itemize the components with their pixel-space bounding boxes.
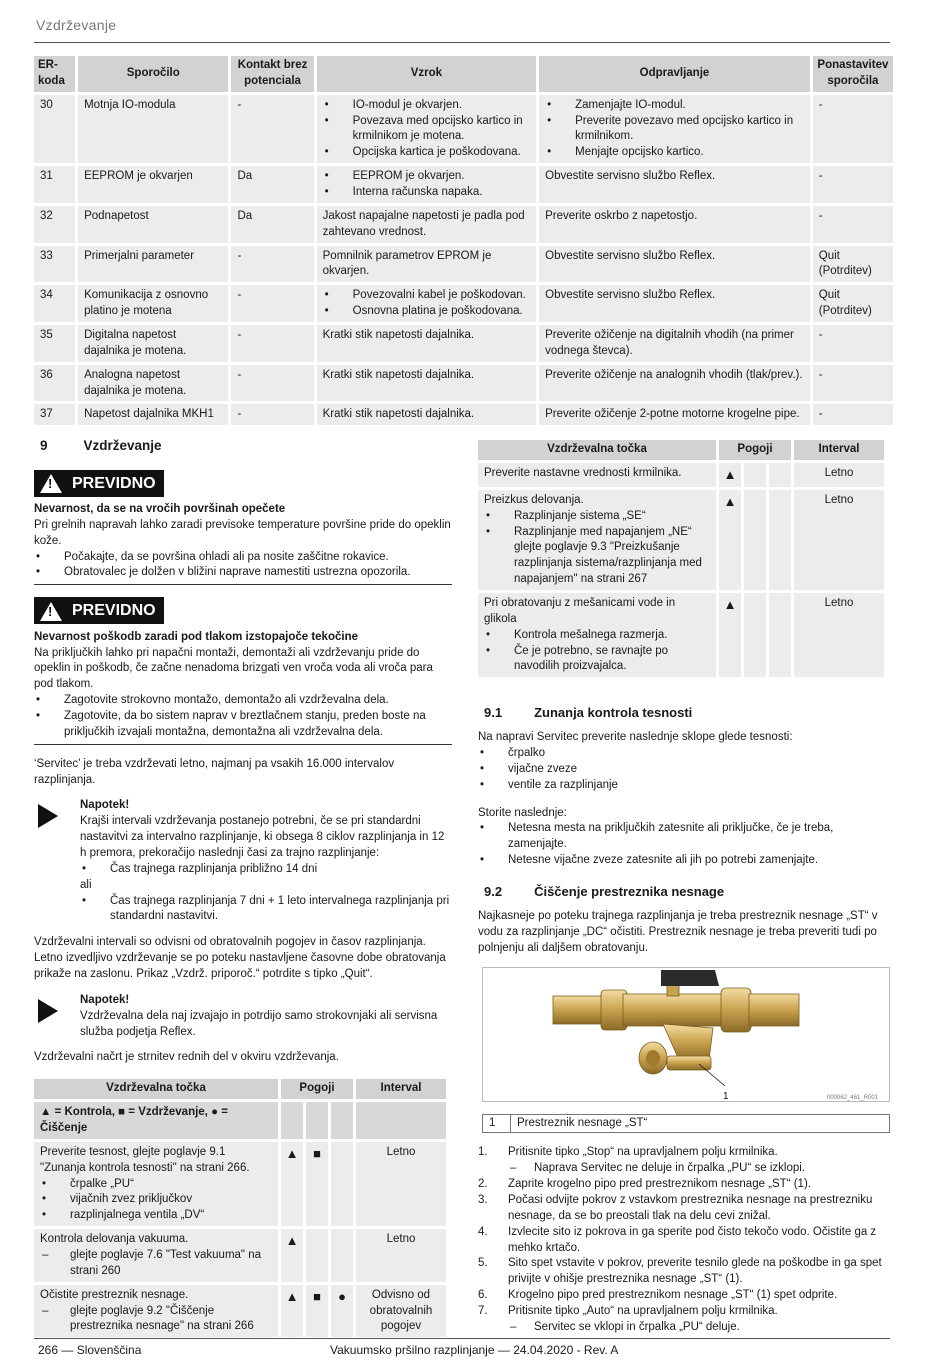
warning-text: Pri grelnih napravah lahko zaradi previsoke temperature površine pride do opeklin kože. [34,518,451,547]
list-item: • Če je potrebno, se ravnajte po navodilih proizvajalca. [484,644,710,676]
step-text: Sito spet vstavite v pokrov, preverite tesnilo glede na poškodbe in ga spet privijte v ohišje prestreznika nesnage „ST“ (1). [508,1257,882,1286]
cell-fix: Obvestite servisno službo Reflex. [539,166,810,203]
col-header-conditions: Pogoji [719,440,791,460]
table-row [34,404,893,425]
cleaning-icon: ● [331,1285,353,1338]
section-number: 9.1 [484,705,503,721]
control-icon: ▲ [281,1142,303,1226]
cell-contact: Da [231,206,313,243]
step-number: 2. [478,1178,488,1191]
table-row [34,365,893,402]
cell-fix: Preverite ožičenje na digitalnih vhodih (na primer vodnega števca). [539,325,810,362]
cleaning-icon [331,1142,353,1226]
step-number: 6. [478,1289,488,1302]
section-heading [484,883,890,901]
paragraph: Vzdrževalni načrt je strnitev rednih del v okviru vzdrževanja. [34,1051,339,1064]
warning-badge-label: PREVIDNO [72,474,156,492]
list-item: • Netesne vijačne zveze zatesnite ali jih po potrebi zamenjajte. [478,853,890,869]
step-number: 5. [478,1257,488,1270]
note-arrow-icon [38,804,58,828]
list-item [478,1145,890,1177]
cell-cause: Jakost napajalne napetosti je padla pod zahtevano vrednost. [317,206,537,243]
list-item: • IO-modul je okvarjen. [323,98,531,114]
section-title: Čiščenje prestreznika nesnage [534,884,725,900]
list-item: • Zagotovite, da bo sistem naprav v breztlačnem stanju, preden boste na priključkih izvajali montažna, demontažna ali vzdrževalna dela. [34,709,452,741]
caption-text: Prestreznik nesnage „ST“ [511,1114,890,1133]
warning-icon: ! [40,474,62,493]
table-row [34,1285,446,1338]
cell-reset: - [813,365,893,402]
step-text: Izvlecite sito iz pokrova in ga sperite pod čisto tekočo vodo. Očistite ga z mehko krtačo. [508,1225,877,1254]
list-item: – Servitec se vklopi in črpalka „PU“ deluje. [508,1320,890,1336]
warning-badge-label: PREVIDNO [72,602,156,620]
section-heading [484,704,890,722]
left-column [34,437,452,1340]
cell-fix: Obvestite servisno službo Reflex. [539,285,810,322]
list-item: • Čas trajnega razplinjanja približno 14 dni [80,862,452,878]
warning-icon: ! [40,602,62,621]
list-item: • Zamenjajte IO-modul. [545,98,804,114]
cell-text: Očistite prestreznik nesnage. [40,1288,189,1301]
cell-contact: Da [231,166,313,203]
cell-message: Primerjalni parameter [78,246,228,283]
table-row [478,490,884,590]
table-row [34,166,893,203]
list-item: • Menjajte opcijsko kartico. [545,145,804,161]
cell-text: Kontrola delovanja vakuuma. [40,1233,189,1246]
cell-reset: - [813,404,893,425]
cell-text: Preizkus delovanja. [484,493,584,506]
list-item [478,1193,890,1225]
table-row [478,593,884,677]
list-item: • Povezava med opcijsko kartico in krmilnikom je motena. [323,114,531,146]
list-item: • Netesna mesta na priključkih zatesnite ali priključke, če je treba, zamenjajte. [478,821,890,853]
warning-badge [34,597,164,624]
maintenance-table [475,437,887,680]
cell-interval: Letno [356,1142,446,1226]
cell-code: 33 [34,246,75,283]
list-item: • vijačne zveze [478,762,890,778]
legend-text: ▲ = Kontrola, ■ = Vzdrževanje, ● = Čiščenje [34,1102,278,1139]
section-heading [40,437,452,456]
step-number: 1. [478,1146,488,1159]
list-item: – glejte poglavje 9.2 "Čiščenje prestreznika nesnage" na strani 266 [40,1304,272,1336]
warning-title: Nevarnost, da se na vročih površinah opečete [34,502,286,515]
step-text: Krogelno pipo pred prestreznikom nesnage „ST“ (1) spet odprite. [508,1289,838,1302]
step-text: Pritisnite tipko „Stop“ na upravljalnem polju krmilnika. [508,1146,778,1159]
procedure-steps [478,1145,890,1335]
warning-block [34,597,452,744]
col-header-interval: Interval [356,1079,446,1099]
list-item [478,1225,890,1257]
list-item: • Obratovalec je dolžen v bližini naprave namestiti ustrezna opozorila. [34,565,452,581]
maintenance-icon: ■ [306,1142,328,1226]
error-code-table [31,53,896,428]
cell-message: Napetost dajalnika MKH1 [78,404,228,425]
col-header-interval: Interval [794,440,884,460]
table-row [34,285,893,322]
table-row [34,1142,446,1226]
table-row [34,1229,446,1282]
cell-cause: Kratki stik napetosti dajalnika. [317,365,537,402]
figure-caption-table [482,1114,890,1134]
col-header-contact: Kontakt brez potenciala [231,56,313,92]
table-row [34,246,893,283]
cell-code: 34 [34,285,75,322]
cell-reset: - [813,166,893,203]
cell-interval: Letno [794,593,884,677]
step-number: 7. [478,1305,488,1318]
cell-interval: Letno [794,490,884,590]
table-header-row [34,1079,446,1099]
cell-interval: Odvisno od obratovalnih pogojev [356,1285,446,1338]
list-item: • črpalke „PU“ [40,1177,272,1193]
section-title: Vzdrževanje [83,438,162,453]
col-header-reset: Ponastavitev sporočila [813,56,893,92]
step-number: 3. [478,1194,488,1207]
cell-point [34,1229,278,1282]
cell-fix: Obvestite servisno službo Reflex. [539,246,810,283]
cell-contact: - [231,404,313,425]
note-title: Napotek! [80,799,130,812]
cell-contact: - [231,325,313,362]
cell-fix: Preverite ožičenje na analognih vhodih (tlak/prev.). [539,365,810,402]
col-header-message: Sporočilo [78,56,228,92]
step-text: Zaprite krogelno pipo pred prestreznikom nesnage „ST“ (1). [508,1178,811,1191]
list-item: • Zagotovite strokovno montažo, demontažo ali vzdrževalna dela. [34,693,452,709]
cell-interval: Letno [356,1229,446,1282]
right-column [478,437,890,1336]
caption-number: 1 [483,1114,511,1133]
cell-code: 37 [34,404,75,425]
col-header-point: Vzdrževalna točka [34,1079,278,1099]
cell-code: 32 [34,206,75,243]
table-header-row [34,56,893,92]
list-item [478,1177,890,1193]
cell-cause: Kratki stik napetosti dajalnika. [317,404,537,425]
section-title: Zunanja kontrola tesnosti [534,705,693,721]
list-item: • ventile za razplinjanje [478,778,890,794]
table-row [34,325,893,362]
cell-message: Motnja IO-modula [78,95,228,163]
cell-text: Pri obratovanju z mešanicami vode in glikola [484,596,676,625]
list-item: – glejte poglavje 7.6 "Test vakuuma" na strani 260 [40,1248,272,1280]
note-arrow-icon [38,999,58,1023]
strainer-illustration [483,968,890,1102]
paragraph: Vzdrževalni intervali so odvisni od obratovalnih pogojev in časov razplinjanja. Letno izvedljivo vzdrževanje se po poteku nastavljene časovne dobe obratovanja prikaže na zaslonu. Prikaz „Vzdrž. priporoč.“ potrdite s tipko „Quit“. [34,936,446,980]
cell-message: Digitalna napetost dajalnika je motena. [78,325,228,362]
note-or: ali [80,878,92,891]
cell-reset: Quit (Potrditev) [813,285,893,322]
cell-interval: Letno [794,463,884,487]
list-item: • Čas trajnega razplinjanja 7 dni + 1 leto intervalnega razplinjanja pri standardni nastavitvi. [80,894,452,926]
col-header-point: Vzdrževalna točka [478,440,716,460]
cell-point [34,1285,278,1338]
table-row [483,1114,890,1133]
list-item: • Razplinjanje med napajanjem „NE“ glejte poglavje 9.3 "Preizkušanje razplinjanja sistema/razplinjanja med napajanjem" na strani 267 [484,525,710,588]
cell-point [34,1142,278,1226]
cell-reset: - [813,325,893,362]
cell-fix: Preverite ožičenje 2-potne motorne krogelne pipe. [539,404,810,425]
col-header-fix: Odpravljanje [539,56,810,92]
control-icon: ▲ [281,1229,303,1282]
control-icon: ▲ [719,593,741,677]
footer-page-number: 266 — Slovenščina [38,1343,142,1357]
col-header-conditions: Pogoji [281,1079,353,1099]
maintenance-icon: ■ [306,1285,328,1338]
step-number: 4. [478,1225,488,1238]
cell-message: Podnapetost [78,206,228,243]
paragraph: ‘Servitec’ je treba vzdrževati letno, najmanj pa vsakih 16.000 intervalov razplinjanja. [34,757,395,786]
cell-code: 35 [34,325,75,362]
cell-cause: Kratki stik napetosti dajalnika. [317,325,537,362]
cell-point: Preverite nastavne vrednosti krmilnika. [478,463,716,487]
list-item: • Interna računska napaka. [323,185,531,201]
cell-cause: Pomnilnik parametrov EPROM je okvarjen. [317,246,537,283]
cell-fix: Preverite oskrbo z napetostjo. [539,206,810,243]
list-item: • Povezovalni kabel je poškodovan. [323,288,531,304]
control-icon: ▲ [719,463,741,487]
figure-callout: 1 [723,1090,729,1102]
list-item: • črpalko [478,746,890,762]
list-item: – Naprava Servitec ne deluje in črpalka „PU“ se izklopi. [508,1161,890,1177]
maintenance-icon [306,1229,328,1282]
section-number: 9 [40,438,48,453]
list-item: • Razplinjanje sistema „SE“ [484,509,710,525]
list-item: • Opcijska kartica je poškodovana. [323,145,531,161]
warning-badge [34,470,164,497]
cleaning-icon [331,1229,353,1282]
list-item: • Preverite povezavo med opcijsko kartico in krmilnikom. [545,114,804,146]
note-title: Napotek! [80,993,130,1006]
note-block [34,993,452,1041]
note-text: Krajši intervali vzdrževanja postanejo potrebni, če se pri standardni nastavitvi za intervalno razplinjanje, ki obsega 8 ciklov razplinjanja in 12 h premora, prekoračijo naslednji časi za trajno razplinjanje: [80,815,445,859]
page-header-title: Vzdrževanje [36,17,117,33]
cell-text: Preverite tesnost, glejte poglavje 9.1 "Zunanja kontrola tesnosti" na strani 266. [40,1145,250,1174]
cell-message: Komunikacija z osnovno platino je motena [78,285,228,322]
cell-contact: - [231,95,313,163]
table-header-row [478,440,884,460]
cell-cause [317,285,537,322]
figure-code: 000062_461_R001 [827,1094,879,1101]
paragraph: Storite naslednje: [478,806,567,819]
warning-text: Na priključkih lahko pri napačni montaži, demontaži ali vzdrževanju pride do opeklin in poškodb, če začne nenadoma brizgati ven vroča voda ali vroča para pod tlakom. [34,646,433,691]
cell-point [478,593,716,677]
note-text: Vzdrževalna dela naj izvajajo in potrdijo samo strokovnjaki ali servisna služba podjetja Reflex. [80,1009,438,1038]
control-icon: ▲ [281,1285,303,1338]
table-row [478,463,884,487]
note-block [34,798,452,925]
cell-contact: - [231,365,313,402]
list-item [478,1256,890,1288]
cell-code: 36 [34,365,75,402]
cell-contact: - [231,246,313,283]
control-icon: ▲ [719,490,741,590]
list-item: • EEPROM je okvarjen. [323,169,531,185]
step-text: Počasi odvijte pokrov z vstavkom prestreznika nesnage na prestrezniku nesnage, da se bo preostali tlak na delu cevi znižal. [508,1194,873,1222]
list-item [478,1304,890,1336]
cell-point [478,490,716,590]
cell-reset: - [813,206,893,243]
cell-reset: - [813,95,893,163]
list-item: • Počakajte, da se površina ohladi ali pa nosite zaščitne rokavice. [34,550,452,566]
cell-message: Analogna napetost dajalnika je motena. [78,365,228,402]
list-item: • razplinjalnega ventila „DV“ [40,1208,272,1224]
table-row [34,95,893,163]
warning-title: Nevarnost poškodb zaradi pod tlakom izstopajoče tekočine [34,630,358,643]
maintenance-table [31,1076,449,1340]
cell-message: EEPROM je okvarjen [78,166,228,203]
footer-document-title: Vakuumsko pršilno razplinjanje — 24.04.2020 - Rev. A [330,1343,619,1357]
paragraph: Najkasneje po poteku trajnega razplinjanja je treba prestreznik nesnage „ST“ v vodu za razplinjanje „DC“ očistiti. Prestreznik nesnage je treba preveriti tudi po polnjenju ali daljšem obratovanju. [478,910,878,954]
legend-row [34,1102,446,1139]
list-item: • vijačnih zvez priključkov [40,1192,272,1208]
list-item: • Osnovna platina je poškodovana. [323,304,531,320]
cell-code: 31 [34,166,75,203]
col-header-cause: Vzrok [317,56,537,92]
section-number: 9.2 [484,884,503,900]
cell-contact: - [231,285,313,322]
warning-block [34,470,452,586]
list-item: • Kontrola mešalnega razmerja. [484,628,710,644]
cell-code: 30 [34,95,75,163]
table-row [34,206,893,243]
step-text: Pritisnite tipko „Auto“ na upravljalnem polju krmilnika. [508,1305,778,1318]
strainer-figure [482,967,890,1102]
col-header-code: ER-koda [34,56,75,92]
cell-fix [539,95,810,163]
paragraph: Na napravi Servitec preverite naslednje sklope glede tesnosti: [478,731,793,744]
footer-divider [34,1338,890,1339]
header-divider [34,42,890,43]
list-item [478,1288,890,1304]
cell-reset: Quit (Potrditev) [813,246,893,283]
cell-cause [317,95,537,163]
cell-cause [317,166,537,203]
